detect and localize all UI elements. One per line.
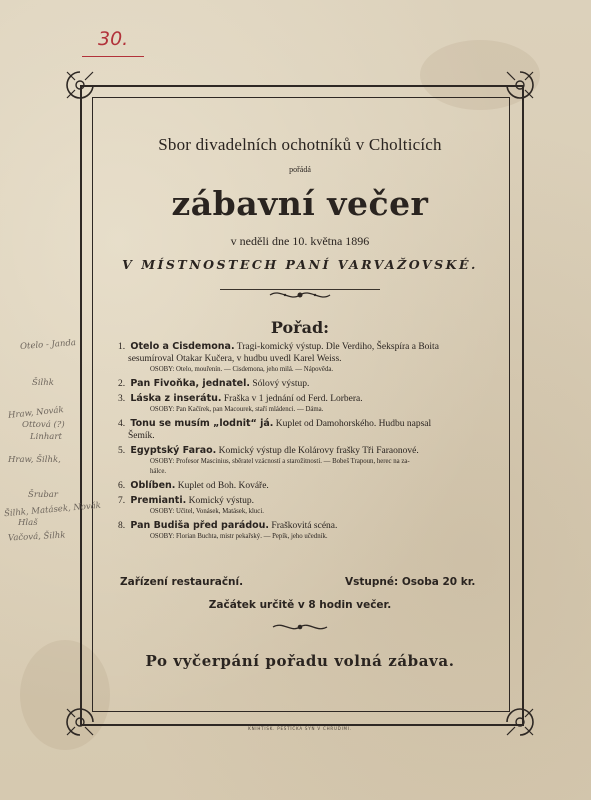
item-title: Pan Fivoňka, jednatel. (130, 378, 250, 389)
item-title: Oblíben. (130, 480, 176, 491)
margin-note: Otelo - Janda (19, 338, 77, 352)
printer-imprint: KNIHTISK. PEŠTÍČKA SYN V CHRUDIMI. (248, 726, 352, 731)
event-venue: V MÍSTNOSTECH PANÍ VARVAŽOVSKÉ. (122, 257, 478, 272)
item-number: 6. (118, 481, 126, 491)
presents-label: pořádá (289, 165, 311, 174)
margin-note: Hlaš (18, 518, 38, 528)
item-number: 8. (118, 521, 126, 531)
margin-note: Linhart (30, 432, 62, 442)
list-item (118, 378, 493, 390)
item-number: 4. (118, 419, 126, 429)
list-item (118, 520, 493, 542)
list-item (118, 341, 493, 375)
list-item (118, 418, 493, 442)
corner-ornament-icon (503, 705, 537, 739)
item-title: Otelo a Cisdemona. (130, 341, 235, 352)
margin-note: Ottová (?) (22, 420, 65, 430)
item-number: 5. (118, 446, 126, 456)
item-title: Láska z inserátu. (130, 393, 222, 404)
item-description: Kuplet od Boh. Kováře. (177, 481, 269, 491)
margin-note: Vačová, Šilhk (7, 530, 66, 544)
item-number: 1. (118, 342, 126, 352)
item-title: Premianti. (130, 495, 187, 506)
item-title: Tonu se musím „lodnit“ já. (130, 418, 274, 429)
list-item (118, 495, 493, 517)
closing-line: Po vyčerpání pořadu volná zábava. (145, 652, 455, 670)
item-description: Kuplet od Damohorského. Hudbu napsal (275, 419, 432, 429)
list-item (118, 393, 493, 415)
list-item (118, 480, 493, 492)
corner-ornament-icon (63, 705, 97, 739)
catalog-number: 30. (98, 28, 129, 50)
item-description: Komický výstup. (188, 496, 255, 506)
admission-price: Vstupné: Osoba 20 kr. (345, 576, 476, 588)
corner-ornament-icon (503, 68, 537, 102)
item-number: 7. (118, 496, 126, 506)
organizer-line: Sbor divadelních ochotníků v Cholticích (158, 135, 442, 154)
item-cast: OSOBY: Učitel, Vonásek, Matásek, kluci. (150, 508, 264, 515)
flourish-ornament-icon (265, 620, 335, 634)
item-cast: OSOBY: Pan Kačírek, pan Macourek, staří mládenci. — Dáma. (150, 406, 324, 413)
item-description: Tragi-komický výstup. Dle Verdiho, Šekspíra a Boita (236, 342, 439, 352)
margin-note: Šrubar (28, 490, 58, 500)
item-title: Egyptský Farao. (130, 445, 217, 456)
start-time: Začátek určitě v 8 hodin večer. (208, 599, 392, 611)
item-description-cont: sesumíroval Otakar Kučera, v hudbu uvedl Karel Weiss. (128, 354, 342, 364)
catalog-number-underline (82, 56, 144, 57)
item-cast: OSOBY: Profesor Mascinius, sběratel vzácností a starožitností. — Bobeš Trapoun, herec na za- (150, 458, 410, 465)
program-list (118, 341, 493, 542)
margin-note: Šilhk (32, 378, 54, 388)
item-number: 3. (118, 394, 126, 404)
restaurant-note: Zařízení restaurační. (120, 576, 244, 588)
event-date: v neděli dne 10. května 1896 (230, 234, 370, 248)
item-description: Komický výstup dle Kolárovy frašky Tři Faraonové. (218, 446, 419, 456)
margin-note: Hraw, Šilhk, (8, 455, 61, 465)
program-heading: Pořad: (270, 318, 330, 337)
flourish-ornament-icon (265, 288, 335, 302)
list-item (118, 445, 493, 477)
item-number: 2. (118, 379, 126, 389)
item-description-cont: Šemík. (128, 431, 155, 441)
margin-note: Šilhk, Matásek, Novák (3, 500, 102, 520)
corner-ornament-icon (63, 68, 97, 102)
item-description: Fraškovitá scéna. (271, 521, 338, 531)
item-description: Sólový výstup. (252, 379, 310, 389)
item-title: Pan Budiša před parádou. (130, 520, 270, 531)
item-cast: OSOBY: Otelo, mouřenín. — Cisdemona, jeho milá. — Nápověda. (150, 366, 334, 373)
event-title: zábavní večer (171, 184, 429, 223)
item-cast: OSOBY: Florian Buchta, mistr pekařský. — Pepík, jeho učedník. (150, 533, 328, 540)
item-cast-cont: hálce. (150, 468, 167, 475)
margin-note: Hraw, Novák (7, 405, 65, 421)
item-description: Fraška v 1 jednání od Ferd. Lorbera. (223, 394, 363, 404)
